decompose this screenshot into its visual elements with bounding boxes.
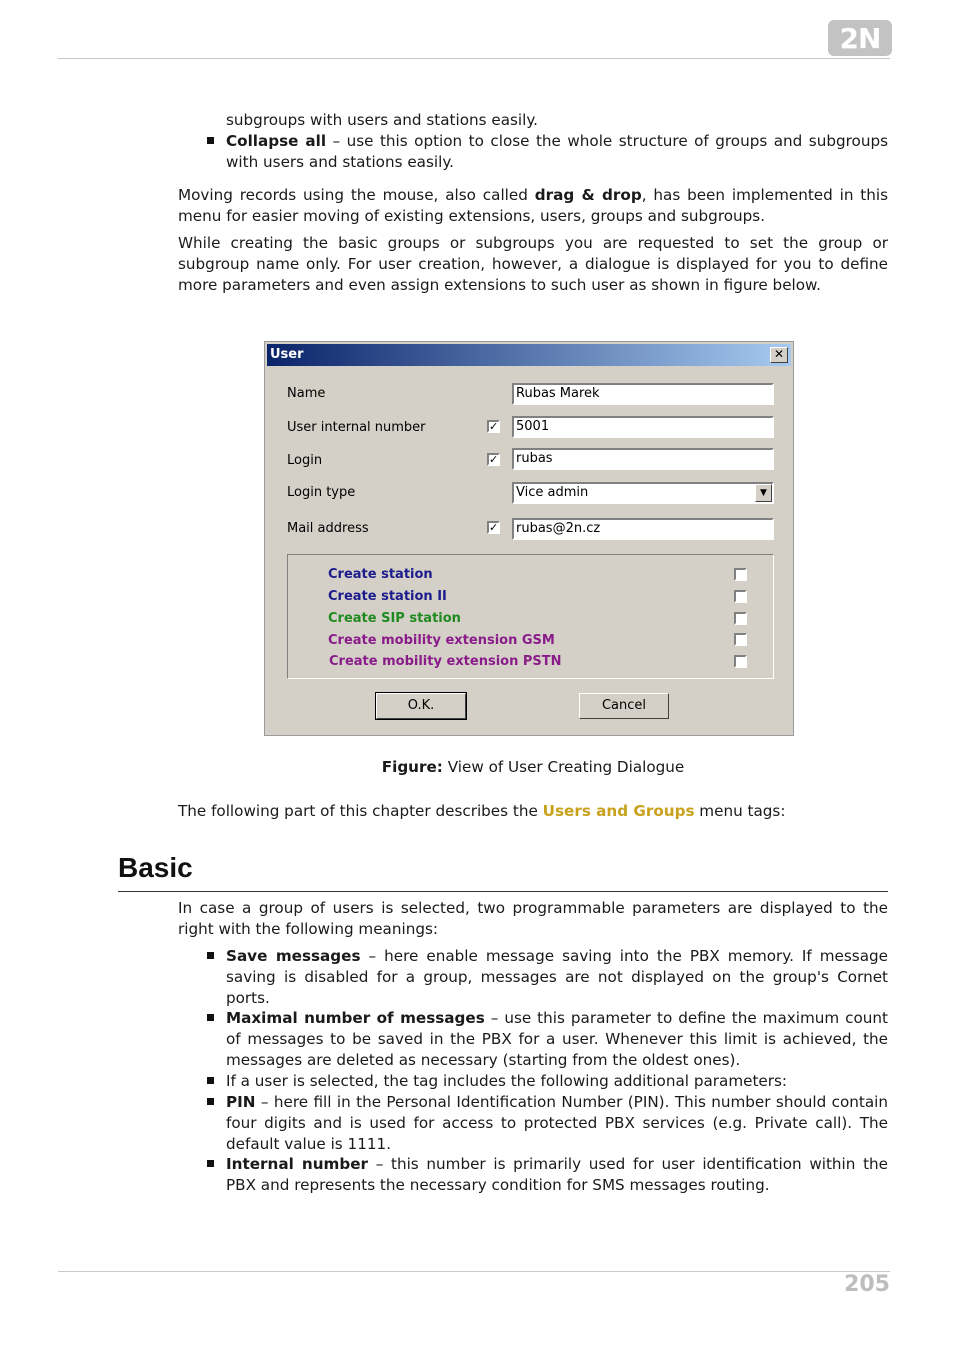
section-intro: In case a group of users is selected, two programmable parameters are displayed to the right with the following meanings: [178, 899, 888, 938]
header-divider [58, 58, 890, 59]
login-checkbox[interactable]: ✓ [489, 453, 499, 466]
internal-number-label: User internal number [287, 420, 426, 435]
option-label: Create mobility extension PSTN [329, 654, 562, 669]
list-item [226, 1008, 888, 1070]
continuation-text: subgroups with users and stations easily. [226, 111, 539, 129]
user-creation-paragraph: While creating the basic groups or subgroups you are requested to set the group or subgroup name only. For user creation, however, a dialogue is displayed for you to define more parameters and even assign extensions to such user as shown in figure below. [178, 234, 888, 294]
drag-drop-before: Moving records using the mouse, also called [178, 186, 535, 204]
name-label: Name [287, 386, 326, 401]
list-item [226, 946, 888, 1008]
login-type-select[interactable] [512, 482, 774, 504]
option-label: Create SIP station [328, 611, 461, 626]
option-checkbox[interactable] [734, 633, 747, 646]
option-label: Create station [328, 567, 433, 582]
bullet-marker [207, 1098, 214, 1105]
list-item-desc: If a user is selected, the tag includes the following additional parameters: [226, 1072, 788, 1090]
option-checkbox[interactable] [734, 590, 747, 603]
mail-checkbox[interactable]: ✓ [489, 521, 499, 534]
ok-button[interactable]: O.K. [376, 693, 466, 719]
list-item [226, 1071, 888, 1092]
internal-number-checkbox[interactable]: ✓ [489, 420, 499, 433]
option-label: Create mobility extension GSM [328, 633, 555, 648]
drag-drop-term: drag & drop [534, 186, 642, 204]
list-item-term: Save messages [226, 947, 361, 965]
login-input[interactable]: rubas [512, 448, 774, 470]
list-item-term: PIN [226, 1093, 256, 1111]
drag-drop-after: , has been implemented in this menu for easier moving of existing extensions, users, groups and subgroups. [178, 186, 889, 225]
option-checkbox[interactable] [734, 568, 747, 581]
collapse-all-item [226, 131, 888, 173]
following-after: menu tags: [694, 802, 786, 820]
figure-caption-label: Figure: [381, 758, 443, 776]
users-groups-link[interactable]: Users and Groups [542, 802, 695, 820]
login-type-value: Vice admin [516, 485, 589, 500]
collapse-all-desc: – use this option to close the whole structure of groups and subgroups with users and stations easily. [226, 132, 888, 171]
dialog-titlebar [267, 344, 791, 366]
figure-caption [178, 757, 888, 778]
list-item [226, 1092, 888, 1154]
login-label: Login [287, 453, 323, 468]
name-input[interactable]: Rubas Marek [512, 383, 774, 405]
list-item [226, 1154, 888, 1196]
internal-number-input[interactable]: 5001 [512, 416, 774, 438]
option-checkbox[interactable] [734, 612, 747, 625]
option-checkbox[interactable] [734, 655, 747, 668]
login-type-label: Login type [287, 485, 356, 500]
list-item-desc: – this number is primarily used for user identification within the PBX and represents the necessary condition for SMS messages routing. [226, 1155, 888, 1194]
mail-label: Mail address [287, 521, 369, 536]
mail-input[interactable]: rubas@2n.cz [512, 518, 774, 540]
list-item-desc: – here fill in the Personal Identification Number (PIN). This number should contain four digits and is used for access to protected PBX services (e.g. Private call). The default value is 1111. [226, 1093, 888, 1153]
list-item-term: Maximal number of messages [226, 1009, 485, 1027]
page-number: 205 [844, 1272, 890, 1297]
following-before: The following part of this chapter describes the [178, 802, 543, 820]
dialog-title: User [270, 347, 304, 362]
footer-divider [58, 1271, 890, 1272]
section-title: Basic [118, 852, 193, 883]
list-item-desc: – here enable message saving into the PBX memory. If message saving is disabled for a group, messages are not displayed on the group's Cornet ports. [226, 947, 889, 1007]
bullet-marker [207, 952, 214, 959]
figure-caption-text: View of User Creating Dialogue [442, 758, 685, 776]
drag-drop-paragraph [178, 185, 888, 227]
section-divider [118, 891, 888, 892]
create-options-group [287, 554, 774, 679]
list-item-desc: – use this parameter to define the maximum count of messages to be saved in the PBX for a user. Whenever this limit is achieved, the messages are deleted as necessary (starting from the oldest ones). [226, 1009, 888, 1069]
cancel-button[interactable]: Cancel [579, 693, 669, 719]
bullet-marker [207, 1160, 214, 1167]
option-label: Create station II [328, 589, 447, 604]
bullet-marker [207, 1077, 214, 1084]
chevron-down-icon[interactable]: ▼ [755, 484, 772, 502]
list-item-term: Internal number [226, 1155, 369, 1173]
following-paragraph [178, 801, 888, 822]
bullet-marker [207, 1014, 214, 1021]
bullet-marker [207, 137, 214, 144]
user-dialog [264, 341, 794, 736]
collapse-all-term: Collapse all [226, 132, 327, 150]
close-icon[interactable]: ✕ [770, 347, 788, 363]
brand-logo: 2N [828, 20, 892, 56]
